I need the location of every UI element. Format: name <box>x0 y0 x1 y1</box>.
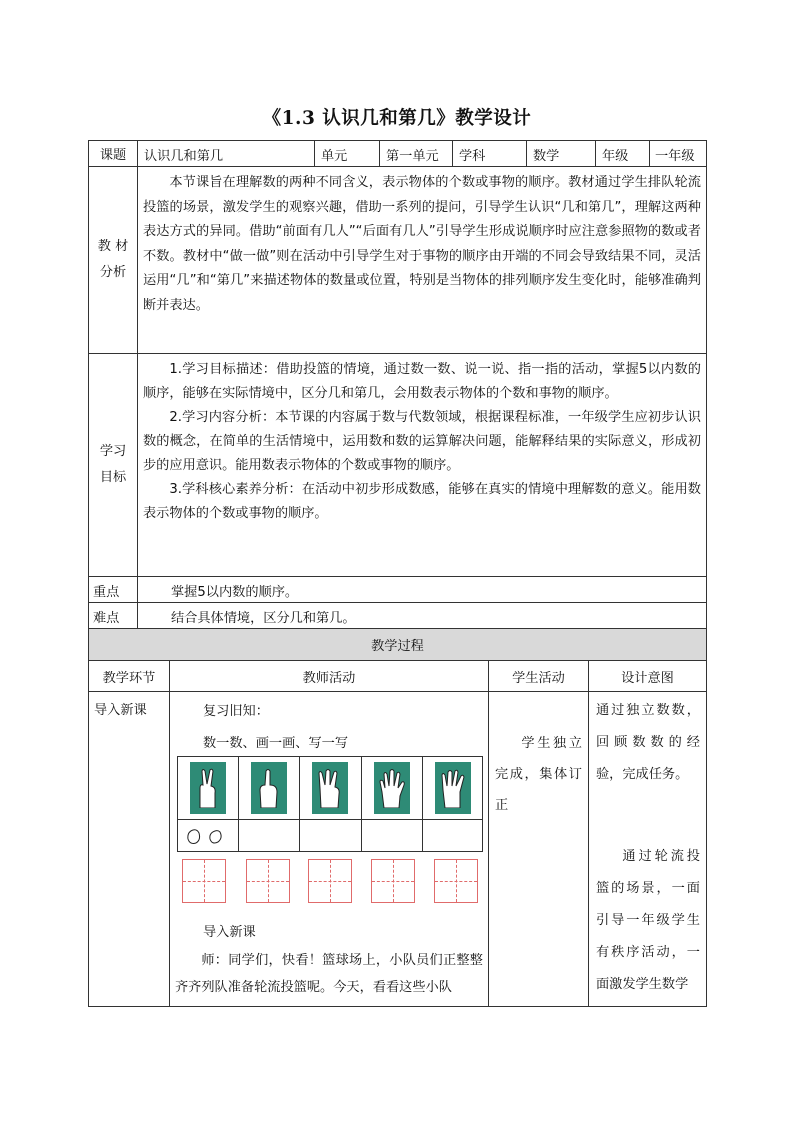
review-task: 数一数、画一画、写一写 <box>203 736 349 751</box>
difficulty-label: 难点 <box>88 602 138 629</box>
writing-grid[interactable] <box>246 859 290 903</box>
student-activity-cell <box>488 691 589 1007</box>
key-point-label: 重点 <box>88 576 138 603</box>
objectives-label: 学习 目标 <box>88 353 138 577</box>
counting-table <box>177 756 483 852</box>
process-title: 教学过程 <box>88 628 707 661</box>
subject-label: 学科 <box>452 140 527 167</box>
analysis-text: 本节课旨在理解数的两种不同含义，表示物体的个数或事物的顺序。教材通过学生排队轮流投篮的场景，激发学生的观察兴趣，借助一系列的提问，引导学生认识“几和第几”，理解这两种表达方式的异同。借助“前面有几人”“后面有几人”引导学生形成说顺序时应注意参照物的数或者不数。教材中“做一做”则在活动中引导学生对于事物的顺序由开端的不同会导致结果不同，灵活运用“几”和“第几”来描述物体的数量或位置，特别是当物体的排列顺序发生变化时，能够准确判断并表达。 <box>143 175 701 313</box>
three-fingers-icon <box>312 762 348 814</box>
grade-value: 一年级 <box>649 140 707 167</box>
intent-cell <box>588 691 707 1007</box>
header-student: 学生活动 <box>488 660 589 692</box>
unit-label: 单元 <box>314 140 380 167</box>
review-title: 复习旧知： <box>203 704 269 719</box>
difficulty-text: 结合具体情境，区分几和第几。 <box>137 602 707 629</box>
objectives-cell <box>137 353 707 577</box>
student-activity-text: 学生独立完成，集体订正 <box>495 736 582 813</box>
intro-title: 导入新课 <box>203 925 256 940</box>
teacher-activity-cell <box>169 691 489 1007</box>
four-fingers-icon <box>435 762 471 814</box>
drawn-circles <box>183 826 231 848</box>
unit-value: 第一单元 <box>379 140 453 167</box>
key-point-text: 掌握5以内数的顺序。 <box>137 576 707 603</box>
grade-label: 年级 <box>595 140 650 167</box>
subject-value: 数学 <box>526 140 596 167</box>
writing-grid[interactable] <box>182 859 226 903</box>
five-fingers-icon <box>374 762 410 814</box>
intent-text-2: 通过轮流投篮的场景，一面引导一年级学生有秩序活动，一面激发学生数学 <box>596 849 700 992</box>
writing-grid[interactable] <box>434 859 478 903</box>
topic-label: 课题 <box>88 140 138 167</box>
analysis-label: 教 材 分析 <box>88 166 138 354</box>
one-finger-icon <box>251 762 287 814</box>
document-title: 《1.3 认识几和第几》教学设计 <box>262 108 532 129</box>
header-teacher: 教师活动 <box>169 660 489 692</box>
header-intent: 设计意图 <box>588 660 707 692</box>
topic-value: 认识几和第几 <box>137 140 315 167</box>
intro-text: 师：同学们，快看！篮球场上，小队员们正整整齐齐列队准备轮流投篮呢。今天，看看这些小队 <box>175 953 483 995</box>
objective-2: 2.学习内容分析：本节课的内容属于数与代数领域，根据课程标准，一年级学生应初步认识数的概念，在简单的生活情境中，运用数和数的运算解决问题，能解释结果的实际意义，形成初步的应用意识。能用数表示物体的个数或事物的顺序。 <box>143 410 701 473</box>
stage-cell: 导入新课 <box>88 691 170 1007</box>
two-fingers-icon <box>190 762 226 814</box>
analysis-cell <box>137 166 707 354</box>
intent-text-1: 通过独立数数，回顾数数的经验，完成任务。 <box>596 703 700 782</box>
objective-1: 1.学习目标描述：借助投篮的情境，通过数一数、说一说、指一指的活动，掌握5以内数的顺序，能够在实际情境中，区分几和第几，会用数表示物体的个数和事物的顺序。 <box>143 362 701 401</box>
header-stage: 教学环节 <box>88 660 170 692</box>
objective-3: 3.学科核心素养分析：在活动中初步形成数感，能够在真实的情境中理解数的意义。能用数表示物体的个数或事物的顺序。 <box>143 482 701 521</box>
writing-grid[interactable] <box>308 859 352 903</box>
writing-grid[interactable] <box>371 859 415 903</box>
